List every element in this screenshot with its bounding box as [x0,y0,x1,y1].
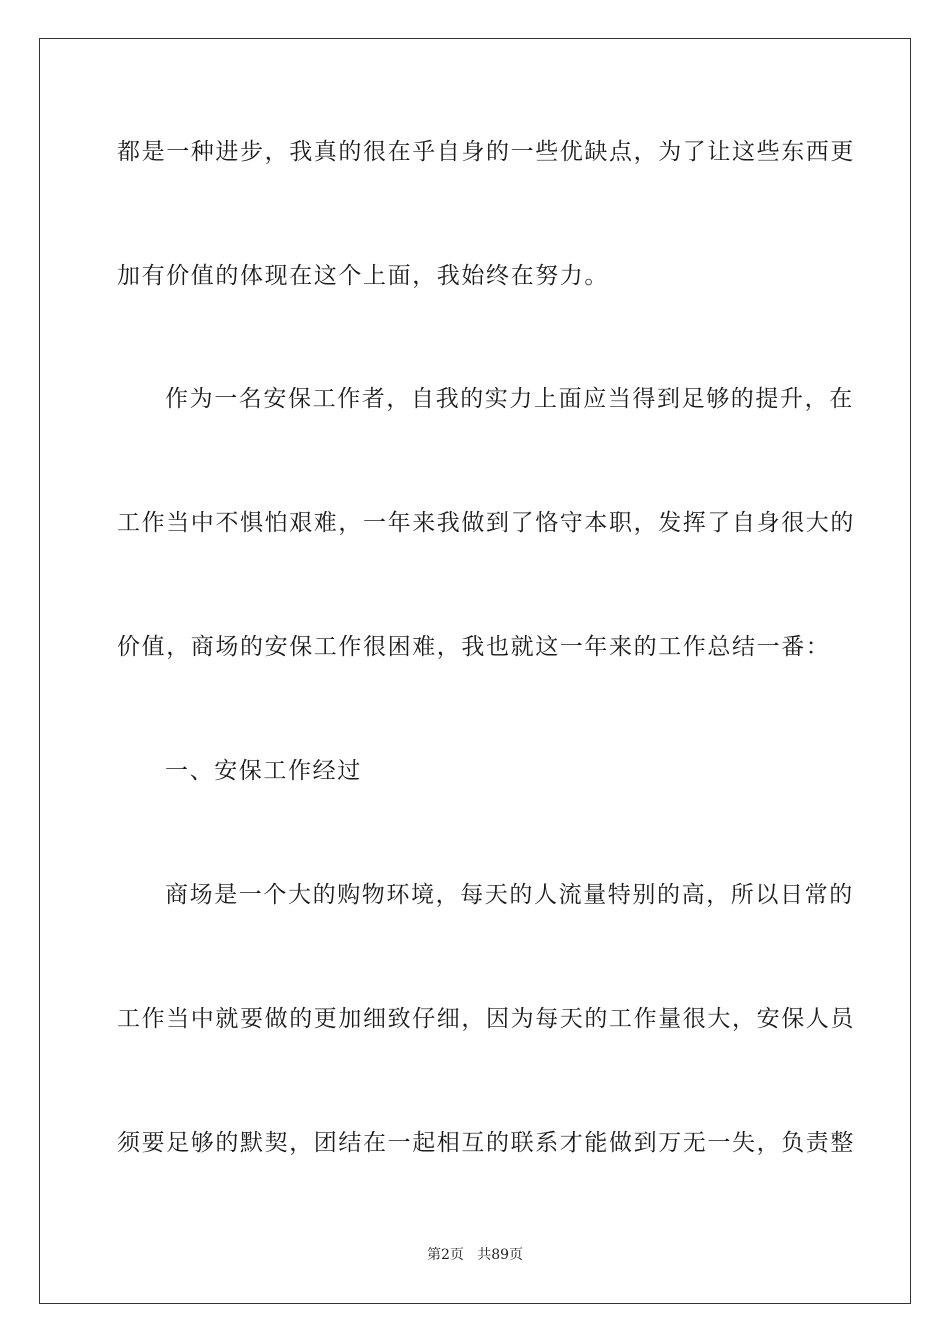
text-line: 加有价值的体现在这个上面，我始终在努力。 [117,263,609,289]
text-line: 工作当中就要做的更加细致仔细，因为每天的工作量很大，安保人员 [117,1006,855,1032]
text-line: 须要足够的默契，团结在一起相互的联系才能做到万无一失，负责整 [117,1130,855,1156]
page-frame [39,38,911,1304]
text-line: 工作当中不惧怕艰难，一年来我做到了恪守本职，发挥了自身很大的 [117,510,855,536]
section-heading: 一、安保工作经过 [165,758,362,784]
paragraph-start-line: 作为一名安保工作者，自我的实力上面应当得到足够的提升，在 [165,386,854,412]
text-line: 都是一种进步，我真的很在乎自身的一些优缺点，为了让这些东西更 [117,139,855,165]
page-number-footer: 第2页 共89页 [426,1247,524,1263]
text-line: 价值，商场的安保工作很困难，我也就这一年来的工作总结一番： [117,634,831,660]
paragraph-start-line: 商场是一个大的购物环境，每天的人流量特别的高，所以日常的 [165,882,854,908]
